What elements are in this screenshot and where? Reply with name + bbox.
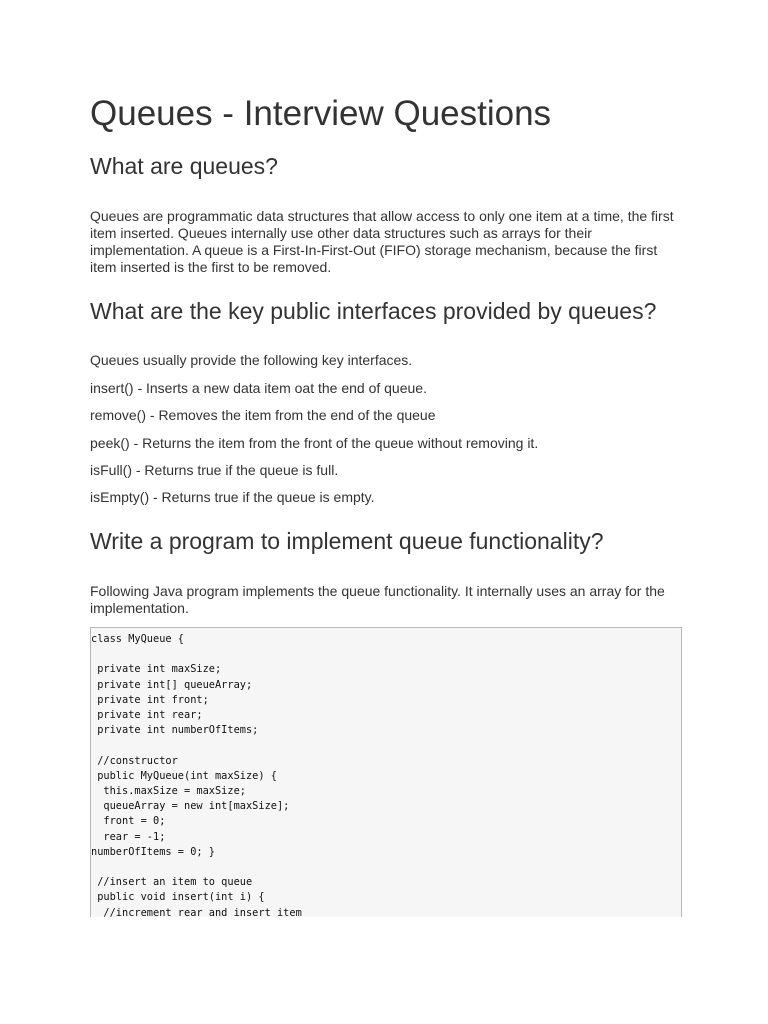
code-block	[90, 627, 682, 917]
interface-item-isfull: isFull() - Returns true if the queue is full.	[90, 462, 339, 478]
code-listing: class MyQueue { private int maxSize; private int[] queueArray; private int front; private int rear; private int numberOfItems; //constructor public MyQueue(int maxSize) { this.maxSize = maxSize; queueArray = new int[maxSize]; front = 0; rear = -1; numberOfItems = 0; } //insert an item to queue public void insert(int i) { //increment rear and insert item	[91, 633, 302, 917]
interface-item-peek: peek() - Returns the item from the front of the queue without removing it.	[90, 435, 539, 451]
page-title: Queues - Interview Questions	[90, 94, 552, 133]
paragraph-java-program: Following Java program implements the queue functionality. It internally uses an array for the implementation.	[90, 583, 665, 616]
paragraph-queues-definition: Queues are programmatic data structures that allow access to only one item at a time, the first item inserted. Queues internally use other data structures such as arrays for their implementation. A queue is a First-In-First-Out (FIFO) storage mechanism, because the first item inserted is the first to be removed.	[90, 208, 674, 275]
interface-item-insert: insert() - Inserts a new data item oat the end of queue.	[90, 380, 427, 396]
section-heading-program: Write a program to implement queue functionality?	[90, 528, 604, 554]
paragraph-interfaces-intro: Queues usually provide the following key interfaces.	[90, 352, 413, 368]
interface-item-isempty: isEmpty() - Returns true if the queue is empty.	[90, 489, 375, 505]
section-heading-what-are-queues: What are queues?	[90, 153, 278, 179]
interface-item-remove: remove() - Removes the item from the end of the queue	[90, 407, 436, 423]
section-heading-key-interfaces: What are the key public interfaces provided by queues?	[90, 298, 657, 324]
